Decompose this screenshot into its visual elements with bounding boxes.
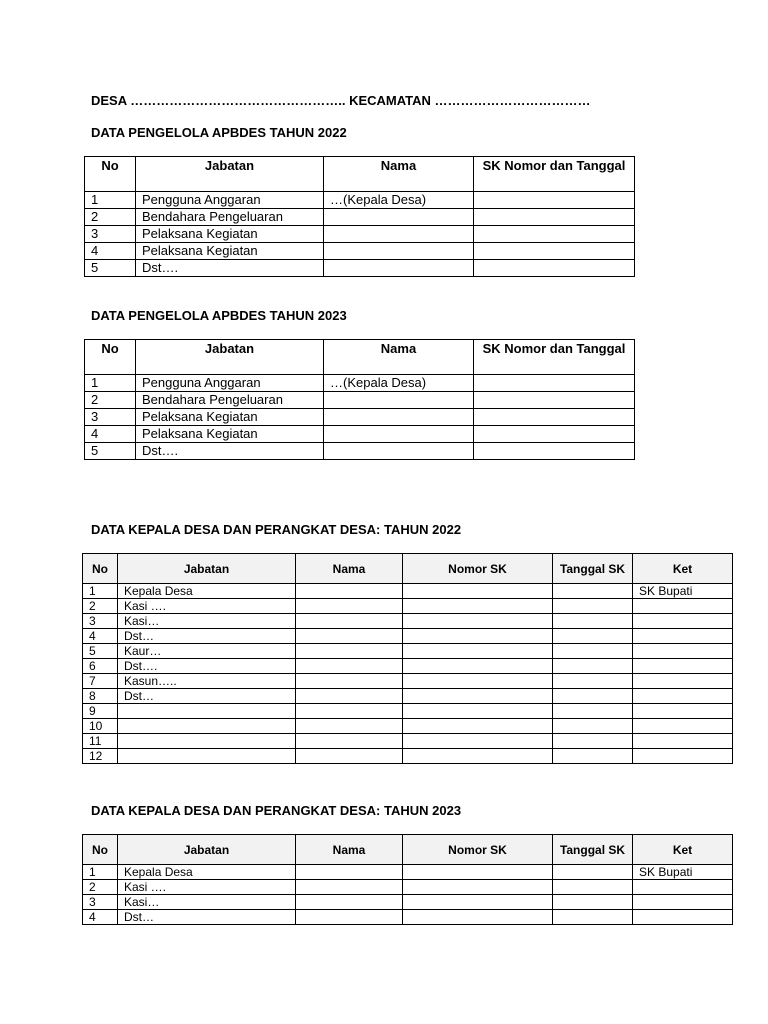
table-cell-tanggal [553, 599, 633, 614]
table-cell-ket [633, 734, 733, 749]
table-cell-nama [296, 644, 403, 659]
column-header-sk: SK Nomor dan Tanggal [474, 157, 635, 192]
table-row [85, 243, 635, 260]
table-cell-jabatan: Dst… [118, 629, 296, 644]
table-cell-no: 3 [85, 409, 136, 426]
table-cell-ket [633, 659, 733, 674]
table-cell-no: 3 [83, 895, 118, 910]
table-cell-no: 1 [83, 865, 118, 880]
table-cell-sk [403, 614, 553, 629]
table-row [83, 734, 733, 749]
table-cell-no: 10 [83, 719, 118, 734]
table-cell-no: 3 [85, 226, 136, 243]
table-cell-nama [296, 689, 403, 704]
table-cell-no: 2 [83, 599, 118, 614]
table-cell-jabatan: Kepala Desa [118, 584, 296, 599]
table-cell-nama [324, 260, 474, 277]
table-row [83, 659, 733, 674]
table-row [85, 426, 635, 443]
table-cell-tanggal [553, 689, 633, 704]
table-cell-nama [324, 243, 474, 260]
table-cell-tanggal [553, 674, 633, 689]
table-cell-sk [474, 209, 635, 226]
table-cell-tanggal [553, 629, 633, 644]
table-cell-jabatan: Kasi …. [118, 599, 296, 614]
pengelola-2023-table [84, 339, 635, 460]
table-cell-sk [403, 599, 553, 614]
table-cell-no: 2 [85, 209, 136, 226]
table-cell-nama [296, 910, 403, 925]
table-cell-sk [403, 749, 553, 764]
table-cell-tanggal [553, 659, 633, 674]
column-header-nama: Nama [296, 554, 403, 584]
table-cell-no: 4 [85, 426, 136, 443]
header-row [85, 340, 635, 375]
column-header-tanggal: Tanggal SK [553, 554, 633, 584]
table-cell-jabatan: Pelaksana Kegiatan [136, 243, 324, 260]
table-cell-no: 7 [83, 674, 118, 689]
table-row [83, 895, 733, 910]
table-row [85, 409, 635, 426]
table-cell-jabatan: Kasi… [118, 895, 296, 910]
column-header-ket: Ket [633, 835, 733, 865]
table-cell-nama [324, 443, 474, 460]
table-cell-jabatan [118, 719, 296, 734]
table-cell-no: 1 [85, 192, 136, 209]
table-row [83, 865, 733, 880]
table-cell-sk [403, 674, 553, 689]
table-cell-no: 8 [83, 689, 118, 704]
table-cell-sk [403, 644, 553, 659]
table-cell-tanggal [553, 644, 633, 659]
table-cell-jabatan: Dst… [118, 689, 296, 704]
table-cell-sk [403, 659, 553, 674]
table-cell-sk [474, 375, 635, 392]
table-cell-sk [474, 443, 635, 460]
table-cell-ket [633, 629, 733, 644]
table-row [83, 584, 733, 599]
header-row [83, 554, 733, 584]
table-row [83, 674, 733, 689]
table-cell-no: 4 [85, 243, 136, 260]
table-cell-ket [633, 704, 733, 719]
column-header-ket: Ket [633, 554, 733, 584]
table-row [83, 704, 733, 719]
table-cell-tanggal [553, 704, 633, 719]
table-cell-jabatan: Dst…. [136, 443, 324, 460]
table-cell-sk [403, 629, 553, 644]
table-row [85, 443, 635, 460]
column-header-jabatan: Jabatan [118, 835, 296, 865]
table-cell-nama [296, 895, 403, 910]
table-cell-tanggal [553, 719, 633, 734]
table-cell-no: 4 [83, 910, 118, 925]
table-cell-jabatan: Dst…. [118, 659, 296, 674]
table-cell-ket [633, 895, 733, 910]
table-cell-tanggal [553, 614, 633, 629]
table-row [83, 629, 733, 644]
kepala-2023-title: DATA KEPALA DESA DAN PERANGKAT DESA: TAHUN 2023 [91, 803, 462, 818]
column-header-no: No [83, 835, 118, 865]
table-cell-jabatan [118, 704, 296, 719]
table-cell-no: 2 [85, 392, 136, 409]
table-cell-sk [403, 910, 553, 925]
table-cell-nama [324, 426, 474, 443]
table-cell-jabatan: Kasun….. [118, 674, 296, 689]
table-cell-ket [633, 910, 733, 925]
table-row [85, 375, 635, 392]
pengelola-2023-title: DATA PENGELOLA APBDES TAHUN 2023 [91, 308, 347, 323]
desa-kecamatan-line: DESA ………………………………………….. KECAMATAN ……………………………… [91, 93, 591, 108]
kepala-2023-table [82, 834, 733, 925]
kepala-2022-table [82, 553, 733, 764]
table-cell-ket [633, 644, 733, 659]
column-header-no: No [85, 340, 136, 375]
table-cell-sk [474, 260, 635, 277]
table-cell-tanggal [553, 895, 633, 910]
header-row [83, 835, 733, 865]
table-cell-nama [296, 704, 403, 719]
table-cell-nama [296, 719, 403, 734]
table-cell-ket [633, 614, 733, 629]
table-cell-jabatan [118, 749, 296, 764]
table-cell-jabatan [118, 734, 296, 749]
table-cell-sk [403, 895, 553, 910]
table-cell-nama [324, 226, 474, 243]
table-row [85, 226, 635, 243]
table-cell-no: 6 [83, 659, 118, 674]
table-cell-no: 5 [83, 644, 118, 659]
table-row [83, 880, 733, 895]
table-cell-nama [296, 629, 403, 644]
table-cell-jabatan: Dst…. [136, 260, 324, 277]
table-cell-sk [474, 392, 635, 409]
table-cell-ket: SK Bupati [633, 584, 733, 599]
table-cell-no: 1 [83, 584, 118, 599]
table-cell-sk [474, 226, 635, 243]
column-header-tanggal: Tanggal SK [553, 835, 633, 865]
table-cell-jabatan: Kasi… [118, 614, 296, 629]
column-header-nama: Nama [324, 340, 474, 375]
table-row [85, 192, 635, 209]
table-cell-sk [403, 584, 553, 599]
table-cell-nama [296, 880, 403, 895]
table-cell-sk [474, 192, 635, 209]
table-cell-sk [474, 426, 635, 443]
table-cell-nama [296, 584, 403, 599]
table-cell-jabatan: Dst… [118, 910, 296, 925]
table-cell-sk [403, 704, 553, 719]
table-cell-nama [324, 409, 474, 426]
table-row [83, 689, 733, 704]
kepala-2022-title: DATA KEPALA DESA DAN PERANGKAT DESA: TAHUN 2022 [91, 522, 462, 537]
table-cell-ket [633, 749, 733, 764]
column-header-nama: Nama [296, 835, 403, 865]
table-cell-nama [296, 865, 403, 880]
column-header-jabatan: Jabatan [136, 340, 324, 375]
table-cell-jabatan: Kasi …. [118, 880, 296, 895]
column-header-sk: SK Nomor dan Tanggal [474, 340, 635, 375]
table-cell-jabatan: Bendahara Pengeluaran [136, 392, 324, 409]
table-cell-tanggal [553, 865, 633, 880]
pengelola-2022-title: DATA PENGELOLA APBDES TAHUN 2022 [91, 125, 347, 140]
table-cell-no: 1 [85, 375, 136, 392]
table-cell-no: 9 [83, 704, 118, 719]
table-cell-sk [403, 689, 553, 704]
table-cell-sk [474, 409, 635, 426]
table-cell-no: 12 [83, 749, 118, 764]
table-row [83, 910, 733, 925]
table-cell-nama [296, 614, 403, 629]
table-cell-jabatan: Pelaksana Kegiatan [136, 409, 324, 426]
table-row [85, 392, 635, 409]
table-cell-jabatan: Kaur… [118, 644, 296, 659]
column-header-sk: Nomor SK [403, 835, 553, 865]
column-header-nama: Nama [324, 157, 474, 192]
table-cell-ket [633, 599, 733, 614]
table-row [83, 644, 733, 659]
table-cell-ket [633, 719, 733, 734]
table-row [83, 614, 733, 629]
table-row [85, 209, 635, 226]
table-cell-jabatan: Pelaksana Kegiatan [136, 426, 324, 443]
column-header-jabatan: Jabatan [136, 157, 324, 192]
table-cell-sk [403, 719, 553, 734]
table-cell-jabatan: Kepala Desa [118, 865, 296, 880]
table-cell-no: 5 [85, 443, 136, 460]
table-cell-sk [403, 880, 553, 895]
table-cell-tanggal [553, 734, 633, 749]
table-cell-ket [633, 674, 733, 689]
table-row [83, 599, 733, 614]
header-row [85, 157, 635, 192]
table-cell-nama [296, 659, 403, 674]
table-cell-nama [296, 734, 403, 749]
table-cell-tanggal [553, 880, 633, 895]
table-row [85, 260, 635, 277]
table-cell-nama [296, 749, 403, 764]
column-header-no: No [85, 157, 136, 192]
table-cell-nama: …(Kepala Desa) [324, 375, 474, 392]
table-cell-no: 2 [83, 880, 118, 895]
table-cell-tanggal [553, 584, 633, 599]
pengelola-2022-table [84, 156, 635, 277]
table-cell-ket [633, 689, 733, 704]
table-cell-nama: …(Kepala Desa) [324, 192, 474, 209]
table-cell-no: 4 [83, 629, 118, 644]
table-cell-jabatan: Pengguna Anggaran [136, 375, 324, 392]
column-header-sk: Nomor SK [403, 554, 553, 584]
table-cell-jabatan: Bendahara Pengeluaran [136, 209, 324, 226]
table-cell-no: 3 [83, 614, 118, 629]
column-header-jabatan: Jabatan [118, 554, 296, 584]
table-cell-ket [633, 880, 733, 895]
table-cell-sk [403, 734, 553, 749]
table-cell-sk [474, 243, 635, 260]
table-cell-ket: SK Bupati [633, 865, 733, 880]
table-cell-tanggal [553, 749, 633, 764]
table-cell-tanggal [553, 910, 633, 925]
table-cell-sk [403, 865, 553, 880]
column-header-no: No [83, 554, 118, 584]
table-cell-jabatan: Pelaksana Kegiatan [136, 226, 324, 243]
table-row [83, 749, 733, 764]
table-cell-nama [324, 209, 474, 226]
table-cell-no: 11 [83, 734, 118, 749]
table-cell-nama [296, 674, 403, 689]
table-row [83, 719, 733, 734]
table-cell-no: 5 [85, 260, 136, 277]
table-cell-jabatan: Pengguna Anggaran [136, 192, 324, 209]
table-cell-nama [296, 599, 403, 614]
table-cell-nama [324, 392, 474, 409]
